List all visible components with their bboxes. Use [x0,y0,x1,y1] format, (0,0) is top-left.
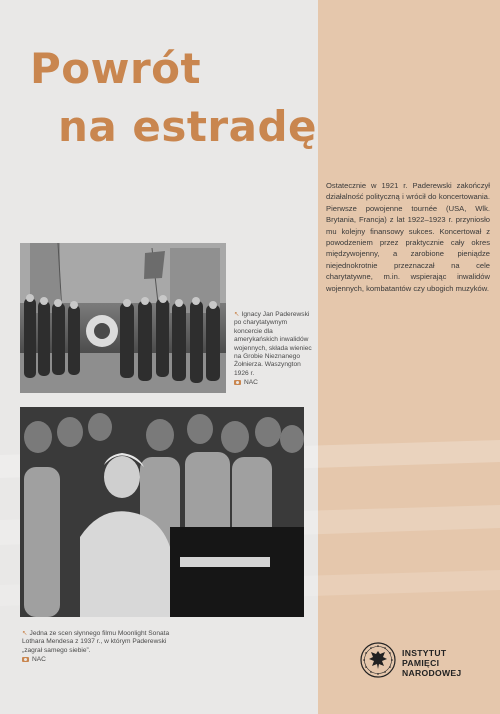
camera-icon [234,380,241,385]
logo-text [402,648,462,678]
logo-line-1: INSTYTUT [402,648,447,658]
camera-icon [22,657,29,662]
title-line-2: na estradę [58,102,318,151]
caption-arrow-icon: ↖ [22,630,28,637]
photo-wreath-ceremony [20,243,226,393]
photo1-caption [234,311,314,388]
photo2-caption [22,630,182,665]
photo1-source [234,379,314,387]
page-title [30,40,317,156]
logo-line-3: NARODOWEJ [402,668,462,678]
photo2-source-text: NAC [32,656,46,664]
photo1-caption-text: Ignacy Jan Paderewski po charytatywnym koncercie dla amerykańskich inwalidów wojennych, składa wieniec na Grobie Nieznanego Żołnierza. Waszyngton 1926 r. [234,311,312,377]
ipn-logo [360,642,490,682]
logo-line-2: PAMIĘCI [402,658,440,668]
body-text: Ostatecznie w 1921 r. Paderewski zakończył działalność polityczną i wrócił do koncertowania. Pierwsze powojenne tournée (USA, Wlk. Brytania, Francja) z lat 1922–1923 r. przyniosło mu kolejny finansowy sukces. Koncertował z powodzeniem przez praktycznie cały okres międzywojenny, a zarobione pieniądze niejednokrotnie przeznaczał na cele charytatywne, m.in. wspierając inwalidów wojennych, kombatantów czy ubogich muzyków. [326,181,490,293]
photo1-source-text: NAC [244,379,258,387]
photo-film-scene [20,407,304,617]
eagle-seal-icon [360,642,396,678]
right-panel [318,0,500,714]
photo2-source [22,656,182,664]
caption-arrow-icon: ↖ [234,311,240,318]
title-line-1: Powrót [30,44,202,93]
photo2-caption-text: Jedna ze scen słynnego filmu Moonlight Sonata Lothara Mendesa z 1937 r., w którym Paderewski „zagrał samego siebie”. [22,630,170,654]
